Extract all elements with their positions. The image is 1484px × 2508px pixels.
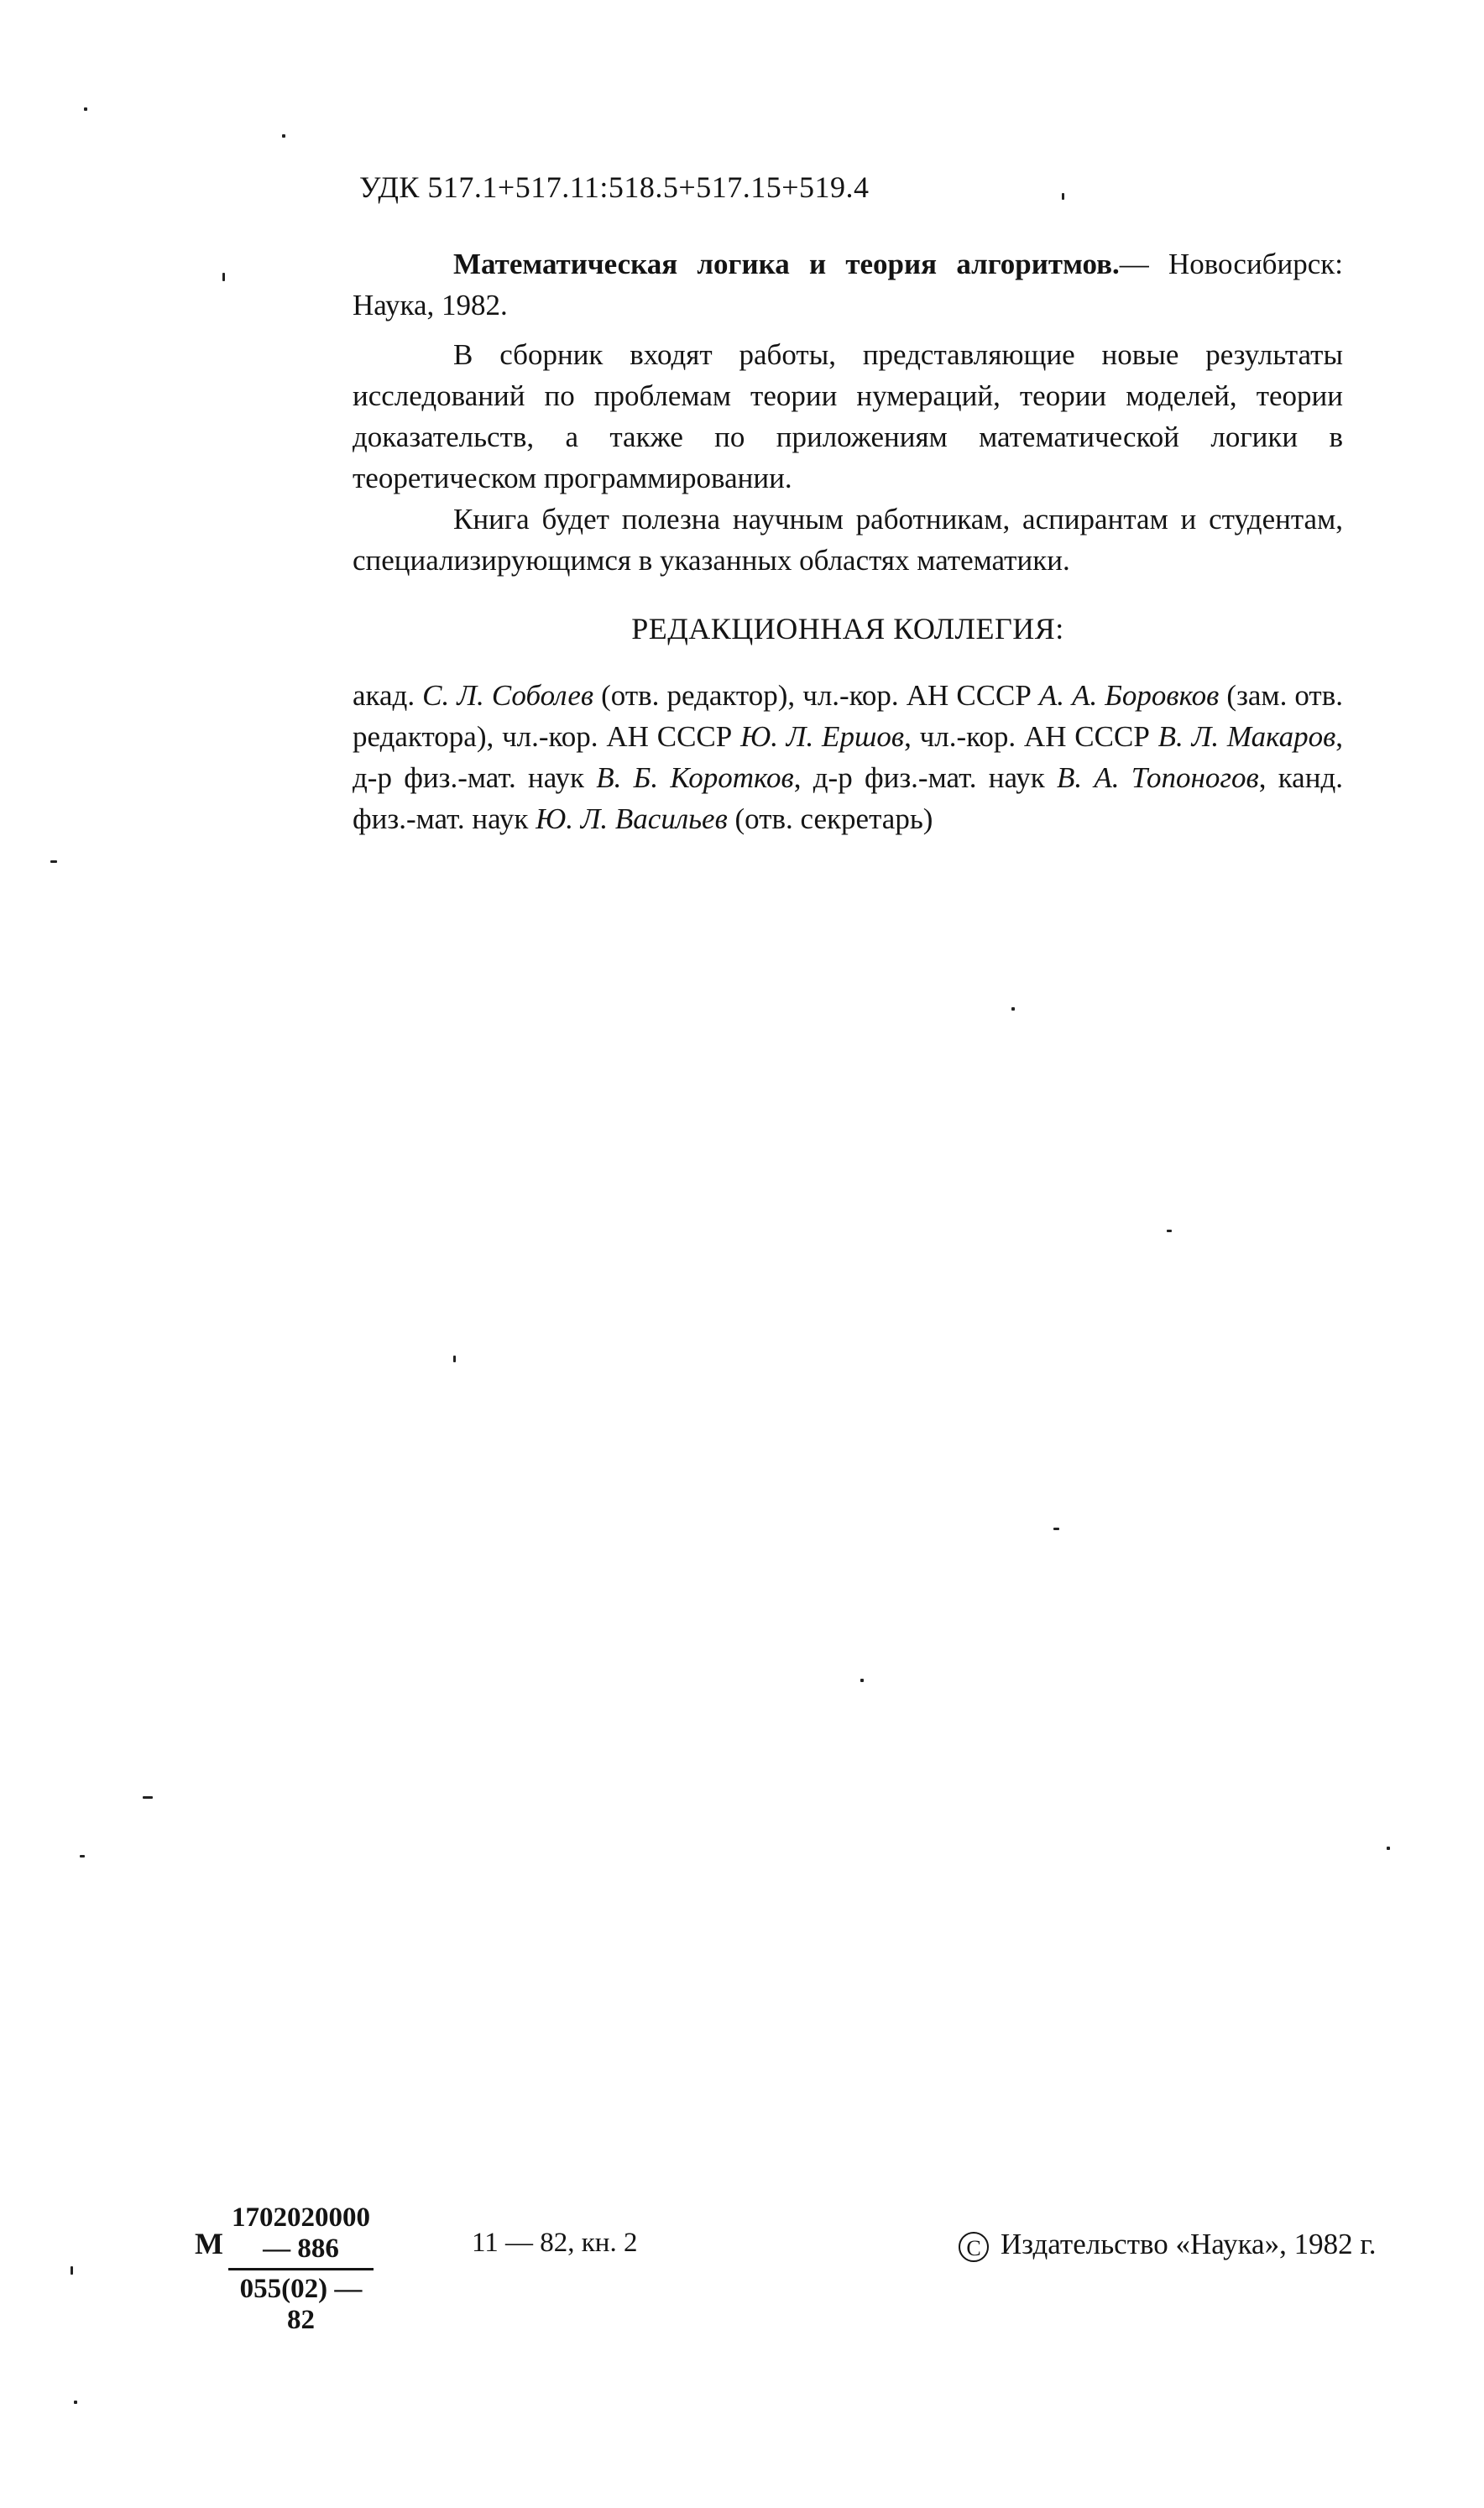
board-text: (отв. редактор), чл.-кор. АН СССР [593,679,1039,712]
scan-speck [282,134,285,138]
scan-speck [143,1796,153,1799]
board-member-name: В. Б. Коротков [596,761,794,794]
copyright-line [959,2228,1376,2262]
scan-speck [453,1356,456,1362]
index-denominator: 055(02) — 82 [239,2274,363,2335]
editorial-board-heading: РЕДАКЦИОННАЯ КОЛЛЕГИЯ: [631,612,1064,645]
scan-speck [222,273,225,281]
board-member-name: В. А. Топоногов [1057,761,1259,794]
abstract-block [353,243,1343,581]
scan-speck [1387,1847,1390,1850]
index-fraction [228,2202,374,2336]
board-text: (зам. отв. редактора), чл.-кор. АН СССР [353,679,1343,753]
bibliographic-entry [353,243,1343,326]
board-text: , д-р физ.-мат. наук [793,761,1058,794]
scan-speck [1053,1528,1059,1530]
publication-info: — Новосибирск: Наука, 1982. [353,248,1343,321]
board-member-name: В. Л. Макаров [1157,720,1336,753]
abstract-paragraph-2: Книга будет полезна научным работникам, аспирантам и студентам, специализирующимся в указанных областях математики. [353,503,1343,577]
scan-speck [860,1679,864,1682]
scan-speck [84,107,87,111]
board-text: (отв. секретарь) [727,802,933,835]
editorial-board-list [353,675,1343,839]
scan-speck [1011,1007,1015,1011]
scan-speck [50,860,57,863]
copyright-text: Издательство «Наука», 1982 г. [1001,2228,1377,2260]
scan-speck [1167,1230,1172,1232]
udk-code: УДК 517.1+517.11:518.5+517.15+519.4 [359,170,870,204]
scan-speck [74,2401,77,2404]
board-text: акад. [353,679,423,712]
board-member-name: А. А. Боровков [1038,679,1220,712]
board-member-name: С. Л. Соболев [422,679,594,712]
board-text: , канд. физ.-мат. наук [353,761,1343,835]
board-member-name: Ю. Л. Ершов [740,720,905,753]
board-text: , д-р физ.-мат. наук [353,720,1344,794]
scan-speck [71,2266,73,2275]
copyright-icon: C [959,2232,989,2262]
scan-speck [1062,193,1064,200]
index-numerator: 1702020000 — 886 [228,2202,374,2270]
board-member-name: Ю. Л. Васильев [536,802,728,835]
board-text: , чл.-кор. АН СССР [904,720,1158,753]
index-tail: 11 — 82, кн. 2 [472,2228,638,2258]
index-letter: М [195,2227,223,2260]
book-title: Математическая логика и теория алгоритмов. [453,248,1120,280]
scan-speck [80,1855,85,1857]
abstract-paragraph-1: В сборник входят работы, представляющие новые результаты исследований по проблемам теории нумераций, теории моделей, теории доказательств, а также по приложениям математической логики в теоретическом программировании. [353,338,1343,494]
